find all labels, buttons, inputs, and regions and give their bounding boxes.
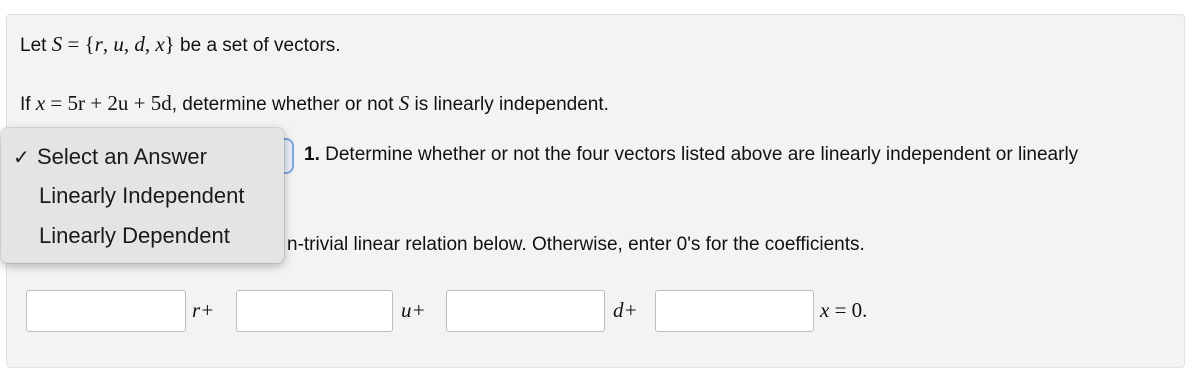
option-select-an-answer[interactable] — [13, 144, 207, 170]
option-linearly-dependent[interactable]: Linearly Dependent — [39, 223, 230, 248]
coefficient-x-input[interactable] — [655, 290, 814, 332]
question-number: 1. — [304, 144, 320, 165]
question-1 — [304, 144, 1078, 166]
problem-statement — [20, 32, 341, 57]
vector-u: u — [113, 32, 124, 56]
term-x-equals-zero: x = 0. — [820, 298, 868, 322]
statement-lead: Let — [20, 35, 52, 56]
condition-lead: If — [20, 94, 36, 115]
set-symbol: S — [51, 32, 63, 56]
condition-equation — [36, 91, 172, 115]
vector-r: r — [94, 32, 103, 56]
coefficient-d-input[interactable] — [446, 290, 605, 332]
condition-tail: , determine whether or not — [171, 94, 399, 115]
checkmark-icon: ✓ — [13, 147, 30, 169]
set-equals: = { — [62, 32, 95, 56]
condition-tail-2: is linearly independent. — [409, 94, 609, 115]
vector-d: d — [134, 32, 145, 56]
question-2-text: n-trivial linear relation below. Otherwise, enter 0's for the coefficients. — [287, 234, 865, 255]
option-linearly-independent[interactable]: Linearly Independent — [39, 183, 245, 208]
equation-rest: = 5r + 2u + 5d — [45, 91, 172, 115]
answer-dropdown-menu[interactable] — [1, 128, 284, 263]
option-label: Select an Answer — [37, 144, 207, 169]
statement-tail: be a set of vectors. — [174, 35, 341, 56]
question-1-text: Determine whether or not the four vectors listed above are linearly independent or linearly — [319, 144, 1079, 165]
term-d: d+ — [613, 298, 638, 322]
question-2 — [287, 234, 865, 256]
x-symbol: x — [35, 91, 46, 115]
term-u: u+ — [401, 298, 426, 322]
vector-x: x — [155, 32, 165, 56]
set-expression: S = {r, u, d, x} — [51, 32, 175, 56]
s-symbol: S — [398, 91, 410, 115]
coefficient-r-input[interactable] — [26, 290, 186, 332]
set-close: } — [164, 32, 175, 56]
term-r: r+ — [192, 298, 215, 322]
problem-condition — [20, 91, 609, 116]
coefficient-u-input[interactable] — [236, 290, 393, 332]
